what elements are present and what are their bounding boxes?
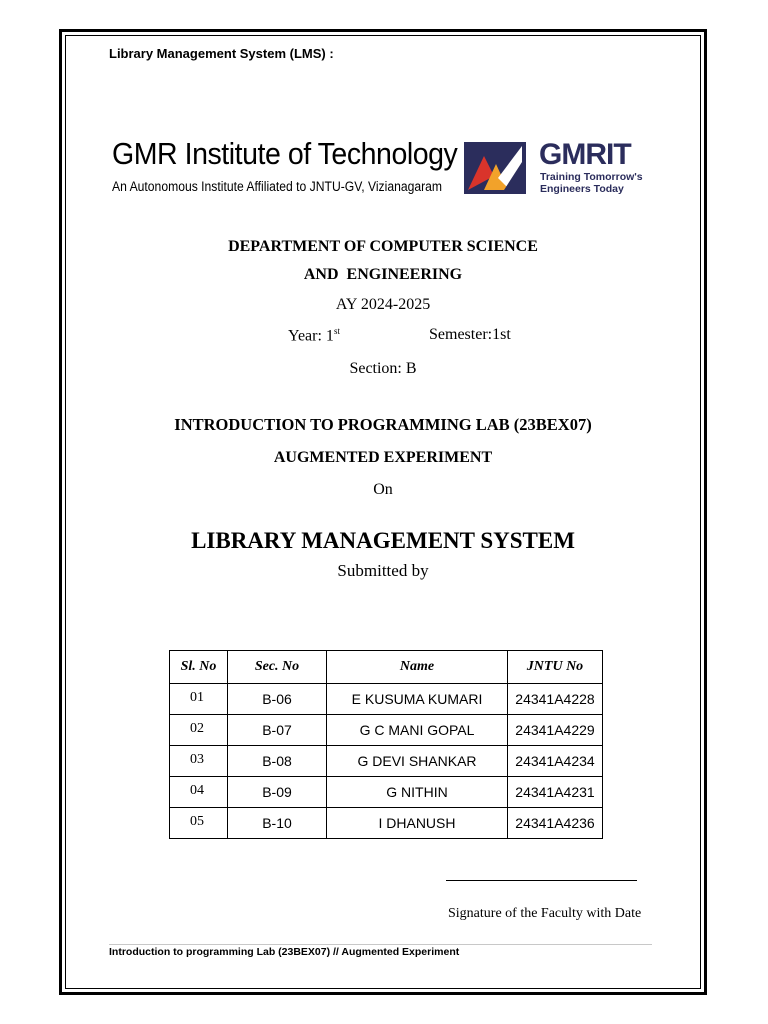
year-label: Year: 1 <box>288 327 334 345</box>
project-title: LIBRARY MANAGEMENT SYSTEM <box>191 528 575 553</box>
cell-jntu-no: 24341A4234 <box>508 746 603 777</box>
cell-sec-no: B-07 <box>228 715 327 746</box>
footer-divider <box>109 944 652 945</box>
cell-name: G NITHIN <box>327 777 508 808</box>
academic-year: AY 2024-2025 <box>335 296 431 313</box>
brand-tagline-line2: Engineers Today <box>540 183 624 195</box>
table-row <box>170 746 603 777</box>
section: Section: B <box>349 360 417 377</box>
cell-sec-no: B-10 <box>228 808 327 839</box>
signature-line <box>446 880 637 881</box>
course-title: INTRODUCTION TO PROGRAMMING LAB (23BEX07) <box>174 415 592 434</box>
brand-name: GMRIT <box>539 138 631 171</box>
cell-sec-no: B-09 <box>228 777 327 808</box>
cell-name: G DEVI SHANKAR <box>327 746 508 777</box>
table-header-row <box>170 651 603 684</box>
cell-sl-no: 05 <box>170 808 228 839</box>
cell-name: E KUSUMA KUMARI <box>327 684 508 715</box>
table-row <box>170 684 603 715</box>
cell-sec-no: B-06 <box>228 684 327 715</box>
cell-jntu-no: 24341A4229 <box>508 715 603 746</box>
year-superscript: st <box>333 326 340 336</box>
cell-jntu-no: 24341A4231 <box>508 777 603 808</box>
submitted-by: Submitted by <box>337 561 429 580</box>
cell-jntu-no: 24341A4236 <box>508 808 603 839</box>
department-line2: AND ENGINEERING <box>303 266 463 283</box>
cell-sl-no: 02 <box>170 715 228 746</box>
column-header-jntu-no: JNTU No <box>508 651 603 684</box>
experiment-title: AUGMENTED EXPERIMENT <box>273 449 493 466</box>
gmrit-emblem-icon <box>464 142 526 194</box>
column-header-sl-no: Sl. No <box>170 651 228 684</box>
semester: Semester:1st <box>429 326 511 343</box>
department-line1: DEPARTMENT OF COMPUTER SCIENCE <box>228 238 538 255</box>
year <box>288 326 340 345</box>
on-text: On <box>373 481 393 498</box>
column-header-name: Name <box>327 651 508 684</box>
brand-tagline <box>540 171 643 195</box>
footer-text: Introduction to programming Lab (23BEX07) // Augmented Experiment <box>109 946 460 958</box>
institute-tagline: An Autonomous Institute Affiliated to JNTU-GV, Vizianagaram <box>112 179 443 194</box>
table-row <box>170 808 603 839</box>
table-row <box>170 715 603 746</box>
cell-sl-no: 04 <box>170 777 228 808</box>
cell-jntu-no: 24341A4228 <box>508 684 603 715</box>
institute-name: GMR Institute of Technology <box>112 136 458 171</box>
cell-name: I DHANUSH <box>327 808 508 839</box>
cell-sec-no: B-08 <box>228 746 327 777</box>
brand-tagline-line1: Training Tomorrow's <box>540 171 643 183</box>
header-title: Library Management System (LMS) : <box>109 46 334 61</box>
cell-sl-no: 01 <box>170 684 228 715</box>
table-row <box>170 777 603 808</box>
column-header-sec-no: Sec. No <box>228 651 327 684</box>
signature-label: Signature of the Faculty with Date <box>448 906 642 921</box>
cell-name: G C MANI GOPAL <box>327 715 508 746</box>
cell-sl-no: 03 <box>170 746 228 777</box>
members-table <box>169 650 603 839</box>
